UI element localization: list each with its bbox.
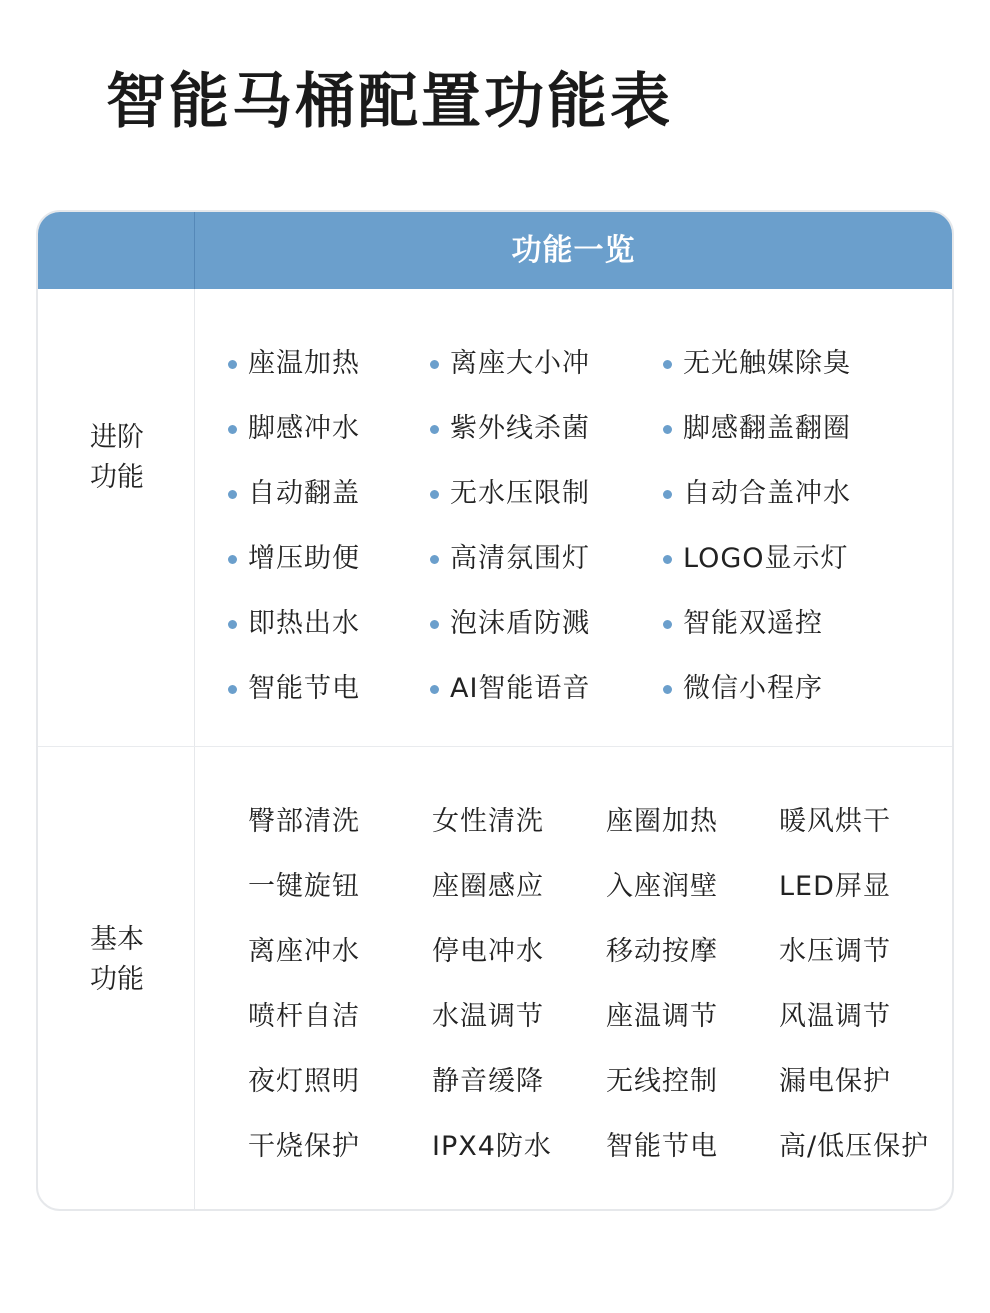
advanced-feature-item <box>248 474 360 514</box>
basic-feature-item: 移动按摩 <box>606 936 718 967</box>
basic-feature-item: 暖风烘干 <box>779 806 891 837</box>
feature-table <box>36 210 954 1211</box>
basic-feature-item: 智能节电 <box>606 1131 718 1162</box>
advanced-feature-item <box>450 474 590 514</box>
advanced-feature-item <box>450 669 590 709</box>
basic-feature-item: LED屏显 <box>779 871 891 902</box>
advanced-feature-label: 高清氛围灯 <box>450 543 590 574</box>
advanced-feature-item <box>248 539 360 579</box>
advanced-feature-label: 自动合盖冲水 <box>683 478 851 509</box>
bullet-dot-icon <box>663 685 672 694</box>
basic-feature-item: 水压调节 <box>779 936 891 967</box>
bullet-dot-icon <box>663 425 672 434</box>
basic-feature-item: 入座润壁 <box>606 871 718 902</box>
advanced-feature-label: 脚感冲水 <box>248 413 360 444</box>
basic-feature-item: 高/低压保护 <box>779 1131 930 1162</box>
advanced-feature-item <box>248 409 360 449</box>
advanced-feature-label: 泡沫盾防溅 <box>450 608 590 639</box>
advanced-feature-label: LOGO显示灯 <box>683 543 849 574</box>
advanced-section-label <box>38 418 194 498</box>
basic-feature-item: 静音缓降 <box>432 1066 544 1097</box>
basic-feature-item: 座温调节 <box>606 1001 718 1032</box>
basic-feature-item: 停电冲水 <box>432 936 544 967</box>
bullet-dot-icon <box>228 555 237 564</box>
advanced-feature-label: 自动翻盖 <box>248 478 360 509</box>
basic-feature-item: IPX4防水 <box>432 1131 552 1162</box>
column-divider <box>194 289 195 1209</box>
basic-feature-item: 夜灯照明 <box>248 1066 360 1097</box>
table-header-title: 功能一览 <box>511 233 636 268</box>
advanced-feature-label: 脚感翻盖翻圈 <box>683 413 851 444</box>
basic-feature-item: 喷杆自洁 <box>248 1001 360 1032</box>
advanced-feature-item <box>683 409 851 449</box>
bullet-dot-icon <box>663 620 672 629</box>
advanced-feature-item <box>450 604 590 644</box>
basic-section-label <box>38 920 194 1000</box>
bullet-dot-icon <box>228 360 237 369</box>
advanced-feature-label: 智能节电 <box>248 673 360 704</box>
basic-feature-item: 座圈加热 <box>606 806 718 837</box>
advanced-feature-item <box>450 539 590 579</box>
bullet-dot-icon <box>430 620 439 629</box>
advanced-feature-item <box>683 344 851 384</box>
advanced-feature-label: 紫外线杀菌 <box>450 413 590 444</box>
advanced-feature-item <box>683 539 849 579</box>
basic-feature-item: 漏电保护 <box>779 1066 891 1097</box>
basic-feature-item: 臀部清洗 <box>248 806 360 837</box>
bullet-dot-icon <box>228 490 237 499</box>
bullet-dot-icon <box>228 620 237 629</box>
advanced-feature-label: 智能双遥控 <box>683 608 823 639</box>
advanced-feature-item <box>450 409 590 449</box>
basic-label-line2: 功能 <box>90 964 144 995</box>
advanced-feature-item <box>248 604 360 644</box>
advanced-feature-item <box>683 669 823 709</box>
advanced-label-line2: 功能 <box>90 462 144 493</box>
bullet-dot-icon <box>663 360 672 369</box>
basic-feature-item: 离座冲水 <box>248 936 360 967</box>
advanced-feature-label: 离座大小冲 <box>450 348 590 379</box>
advanced-feature-label: 即热出水 <box>248 608 360 639</box>
advanced-feature-item <box>450 344 590 384</box>
advanced-feature-item <box>248 344 360 384</box>
bullet-dot-icon <box>663 490 672 499</box>
page-title: 智能马桶配置功能表 <box>106 67 673 137</box>
advanced-feature-label: AI智能语音 <box>450 673 591 704</box>
basic-feature-item: 一键旋钮 <box>248 871 360 902</box>
advanced-feature-item <box>683 604 823 644</box>
bullet-dot-icon <box>228 685 237 694</box>
bullet-dot-icon <box>430 360 439 369</box>
advanced-feature-label: 增压助便 <box>248 543 360 574</box>
advanced-feature-label: 无光触媒除臭 <box>683 348 851 379</box>
basic-feature-item: 水温调节 <box>432 1001 544 1032</box>
bullet-dot-icon <box>228 425 237 434</box>
advanced-label-line1: 进阶 <box>90 422 144 453</box>
bullet-dot-icon <box>430 425 439 434</box>
basic-feature-item: 干烧保护 <box>248 1131 360 1162</box>
bullet-dot-icon <box>663 555 672 564</box>
bullet-dot-icon <box>430 490 439 499</box>
advanced-feature-label: 微信小程序 <box>683 673 823 704</box>
basic-feature-item: 风温调节 <box>779 1001 891 1032</box>
basic-feature-item: 无线控制 <box>606 1066 718 1097</box>
bullet-dot-icon <box>430 555 439 564</box>
advanced-feature-label: 座温加热 <box>248 348 360 379</box>
section-divider <box>38 746 952 747</box>
advanced-feature-item <box>248 669 360 709</box>
basic-label-line1: 基本 <box>90 924 144 955</box>
basic-feature-item: 座圈感应 <box>432 871 544 902</box>
advanced-feature-item <box>683 474 851 514</box>
advanced-feature-label: 无水压限制 <box>450 478 590 509</box>
basic-feature-item: 女性清洗 <box>432 806 544 837</box>
bullet-dot-icon <box>430 685 439 694</box>
